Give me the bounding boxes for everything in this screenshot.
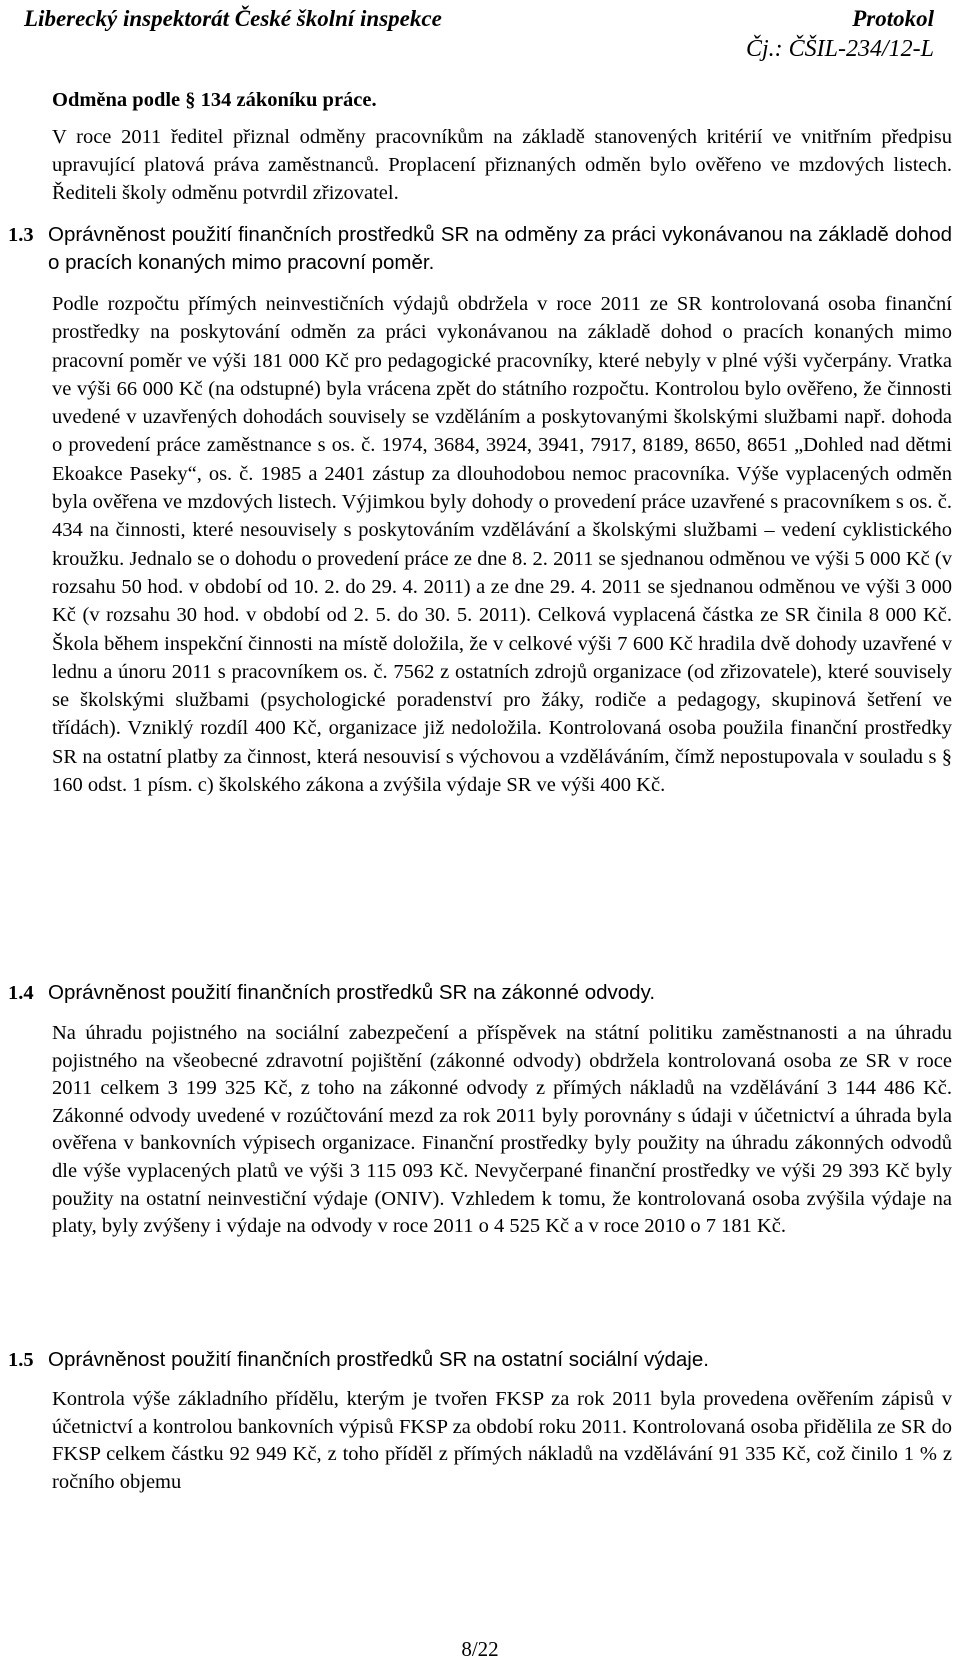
page-number: 8/22 [461, 1637, 499, 1661]
section-1-4 [8, 979, 952, 1007]
section-1-3-title: Oprávněnost použití finančních prostředků SR na odměny za práci vykonávanou na základě dohod o pracích konaných mimo pracovní poměr. [48, 223, 952, 274]
section-1-3-number: 1.3 [8, 224, 34, 246]
section-1-5-title: Oprávněnost použití finančních prostředků SR na ostatní sociální výdaje. [48, 1348, 709, 1371]
heading-134: Odměna podle § 134 zákoníku práce. [52, 89, 377, 111]
header-doc-type: Protokol [852, 6, 934, 31]
section-1-4-title: Oprávněnost použití finančních prostředků SR na zákonné odvody. [48, 981, 656, 1004]
paragraph-dohody: Podle rozpočtu přímých neinvestičních výdajů obdržela v roce 2011 ze SR kontrolovaná osoba finanční prostředky na poskytování odměn za práci vykonávanou na základě dohod o pracích konaných mimo pracovní poměr ve výši 181 000 Kč pro pedagogické pracovníky, které nebyly v plné výši vyčerpány. Vratka ve výši 66 000 Kč (na odstupné) byla vrácena zpět do státního rozpočtu. Kontrolou bylo ověřeno, že činnosti uvedené v uzavřených dohodách souvisely se vzděláním a poskytovanými školskými službami např. dohoda o provedení práce zaměstnance s os. č. 1974, 3684, 3924, 3941, 7917, 8189, 8650, 8651 „Dohled nad dětmi Ekoakce Paseky“, os. č. 1985 a 2401 zástup za dlouhodobou nemoc pracovníka. Výše vyplacených odměn byla ověřena ve mzdových listech. Výjimkou byly dohody o provedení práce uzavřené s pracovníkem s os. č. 434 na činnosti, které nesouvisely s poskytováním vzdělávání a školskými službami – vedení cyklistického kroužku. Jednalo se o dohodu o provedení práce ze dne 8. 2. 2011 se sjednanou odměnou ve výši 5 000 Kč (v rozsahu 50 hod. v období od 10. 2. do 29. 4. 2011) a ze dne 29. 4. 2011 se sjednanou odměnou ve výši 3 000 Kč (v rozsahu 30 hod. v období od 2. 5. do 30. 5. 2011). Celková vyplacená částka ze SR činila 8 000 Kč. Škola během inspekční činnosti na místě doložila, že v celkové výši 7 600 Kč hradila dvě dohody uzavřené v lednu a únoru 2011 s pracovníkem os. č. 7562 z ostatních zdrojů organizace (od zřizovatele), které souvisely se školskými službami (psychologické poradenství pro žáky, rodiče a pedagogy, skupinová šetření ve třídách). Vzniklý rozdíl 400 Kč, organizace již nedoložila. Kontrolovaná osoba použila finanční prostředky SR na ostatní platby za činnost, která nesouvisí s výchovou a vzděláváním, čímž nepostupovala v souladu s § 160 odst. 1 písm. c) školského zákona a zvýšila výdaje SR ve výši 400 Kč. [52, 293, 952, 797]
header-inspectorate: Liberecký inspektorát České školní inspekce [24, 6, 442, 31]
section-1-5 [8, 1346, 952, 1374]
section-1-4-number: 1.4 [8, 982, 34, 1004]
paragraph-odvody: Na úhradu pojistného na sociální zabezpečení a příspěvek na státní politiku zaměstnanosti a na úhradu pojistného na všeobecné zdravotní pojištění (zákonné odvody) obdržela kontrolovaná osoba ze SR v roce 2011 celkem 3 199 325 Kč, z toho na zákonné odvody z přímých nákladů na vzdělávání 3 144 486 Kč. Zákonné odvody uvedené v rozúčtování mezd za rok 2011 byly porovnány s údaji v účetnictví a úhrada byla ověřena v bankovních výpisech organizace. Finanční prostředky byly použity na úhradu zákonných odvodů dle výše vyplacených platů ve výši 3 115 093 Kč. Nevyčerpané finanční prostředky ve výši 29 393 Kč byly použity na ostatní neinvestiční výdaje (ONIV). Vzhledem k tomu, že kontrolovaná osoba zvýšila výdaje na platy, byly zvýšeny i výdaje na odvody v roce 2011 o 4 525 Kč a v roce 2010 o 7 181 Kč. [52, 1022, 952, 1238]
section-1-3 [8, 221, 952, 277]
paragraph-odmeny: V roce 2011 ředitel přiznal odměny pracovníkům na základě stanovených kritérií ve vnitřním předpisu upravující platová práva zaměstnanců. Proplacení přiznaných odměn bylo ověřeno ve mzdových listech. Řediteli školy odměnu potvrdil zřizovatel. [52, 126, 952, 204]
section-1-5-number: 1.5 [8, 1349, 34, 1371]
header-reference: Čj.: ČŠIL-234/12-L [745, 36, 934, 62]
page-header [0, 0, 960, 80]
paragraph-fksp: Kontrola výše základního přídělu, kterým je tvořen FKSP za rok 2011 byla provedena ověřením zápisů v účetnictví a kontrolou bankovních výpisů FKSP za období roku 2011. Kontrolovaná osoba přidělila ze SR do FKSP celkem částku 92 949 Kč, z toho příděl z přímých nákladů na vzdělávání 91 335 Kč, což činilo 1 % z ročního objemu [52, 1388, 952, 1493]
